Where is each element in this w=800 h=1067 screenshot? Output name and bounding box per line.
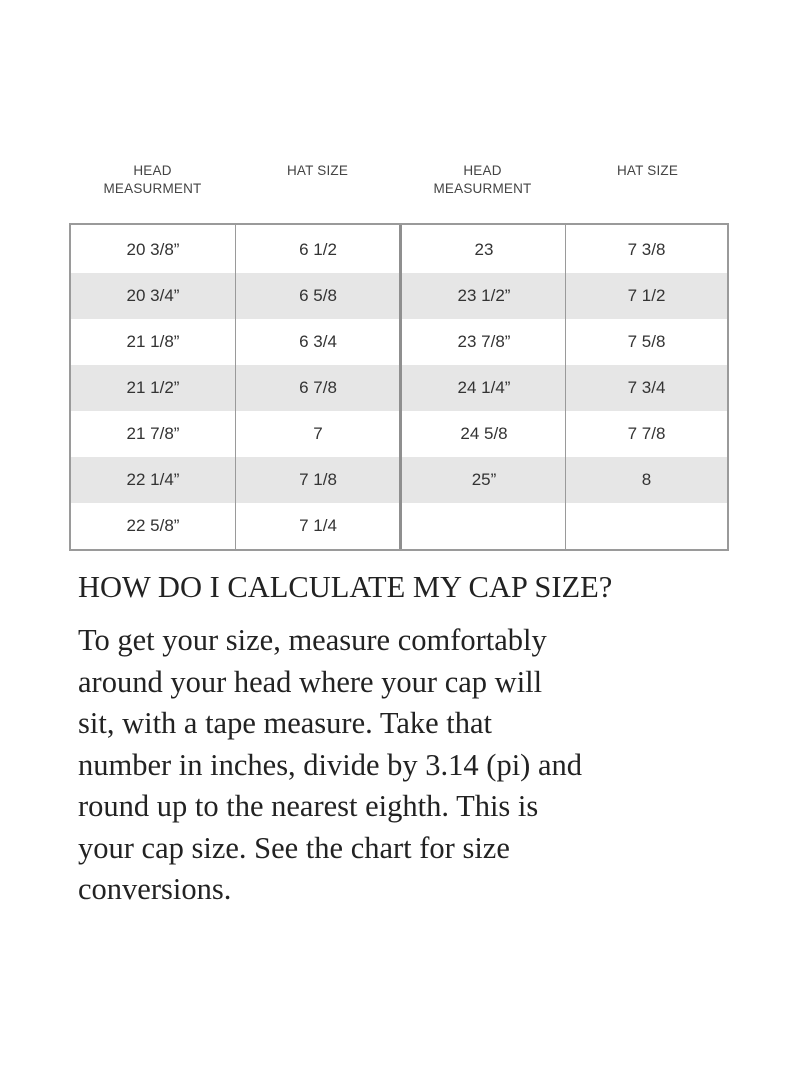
instruction-line: number in inches, divide by 3.14 (pi) and: [78, 747, 582, 782]
instruction-line: conversions.: [78, 872, 232, 906]
table-cell: [402, 503, 566, 549]
cap-size-question: HOW DO I CALCULATE MY CAP SIZE?: [78, 570, 613, 604]
size-chart-headers: [70, 162, 730, 206]
table-cell: 21 1/2”: [126, 378, 180, 397]
table-cell: 20 3/8”: [126, 240, 180, 259]
header-hat-size-1: HAT SIZE: [286, 163, 349, 178]
instruction-line: your cap size. See the chart for size: [78, 830, 510, 865]
table-cell: 7: [313, 424, 323, 443]
table-cell: 7 1/8: [299, 470, 337, 489]
table-cell: 20 3/4”: [126, 286, 180, 305]
table-cell: 21 7/8”: [126, 424, 180, 443]
table-cell: 23 7/8”: [457, 332, 511, 351]
column-divider: [235, 225, 236, 549]
table-cell: 7 1/2: [627, 286, 666, 305]
header-hat-size-2: HAT SIZE: [616, 163, 679, 178]
instruction-line: around your head where your cap will: [78, 664, 543, 699]
table-cell: 25”: [471, 470, 497, 489]
table-cell: 7 1/4: [299, 516, 337, 535]
table-cell: 7 3/8: [627, 240, 666, 259]
column-divider-center: [399, 225, 402, 549]
table-cell: 23 1/2”: [457, 286, 511, 305]
table-cell: 6 5/8: [299, 286, 337, 305]
table-cell: 24 1/4”: [457, 378, 511, 397]
table-cell: 21 1/8”: [126, 332, 180, 351]
table-cell: 23: [474, 240, 494, 259]
header-head-measurement-2: HEAD MEASURMENT: [433, 163, 532, 196]
column-divider: [565, 225, 566, 549]
table-cell: [566, 503, 727, 549]
cap-size-instructions: [78, 620, 778, 911]
table-cell: 22 5/8”: [126, 516, 180, 535]
header-head-measurement-1: HEAD MEASURMENT: [103, 163, 202, 196]
table-cell: 6 3/4: [299, 332, 337, 351]
table-cell: 7 7/8: [627, 424, 666, 443]
table-cell: 6 1/2: [299, 240, 337, 259]
instruction-line: sit, with a tape measure. Take that: [78, 706, 492, 740]
instruction-line: round up to the nearest eighth. This is: [78, 789, 539, 823]
table-cell: 6 7/8: [299, 378, 337, 397]
table-cell: 7 3/4: [627, 378, 666, 397]
table-cell: 22 1/4”: [126, 470, 180, 489]
table-cell: 24 5/8: [460, 424, 508, 443]
table-cell: 8: [641, 470, 652, 489]
size-chart-table: [69, 223, 729, 551]
table-cell: 7 5/8: [627, 332, 666, 351]
instruction-line: To get your size, measure comfortably: [78, 623, 547, 657]
